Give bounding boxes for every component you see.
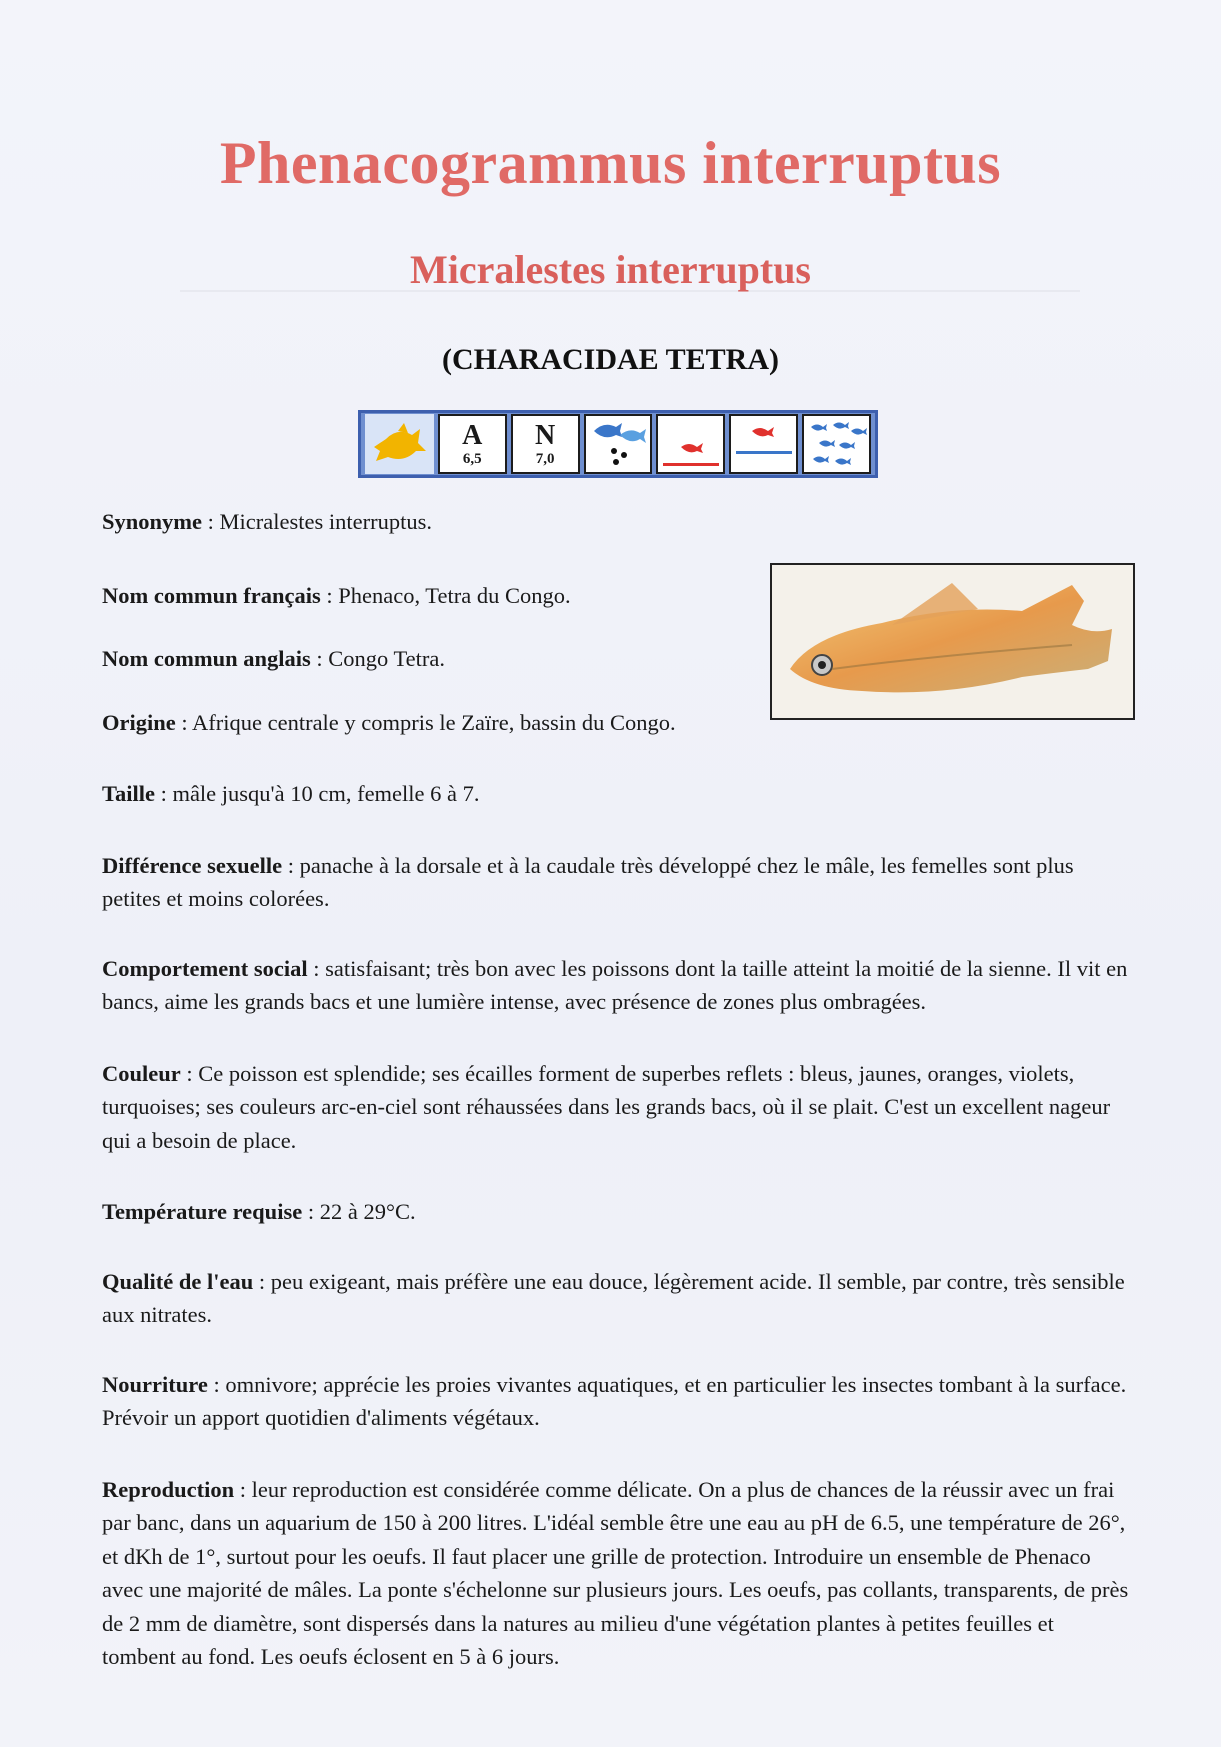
- bottom-zone-icon: [656, 414, 725, 474]
- section-label: Origine: [102, 709, 176, 735]
- ph-letter: N: [535, 419, 556, 451]
- section-text: : Congo Tetra.: [310, 646, 446, 671]
- section-reproduction: [102, 1473, 1132, 1674]
- middle-zone-icon: [729, 414, 798, 474]
- section-text: : Ce poisson est splendide; ses écailles forment de superbes reflets : bleus, jaunes, oranges, violets, turquoises; ses couleurs arc-en-ciel sont réhaussées dans les grands bacs, où il se plait. C'est un excellent nageur qui a besoin de place.: [102, 1060, 1111, 1153]
- section-text: : 22 à 29°C.: [302, 1199, 416, 1224]
- section-label: Comportement social: [102, 955, 308, 981]
- section-label: Reproduction: [102, 1476, 235, 1502]
- species-description: [102, 505, 1132, 1712]
- section-label: Nom commun français: [102, 582, 321, 608]
- section-text: : omnivore; apprécie les proies vivantes aquatiques, et en particulier les insectes tombant à la surface. Prévoir un apport quotidien d'aliments végétaux.: [102, 1371, 1127, 1430]
- section-label: Qualité de l'eau: [102, 1268, 254, 1294]
- section-temperature-requise: [102, 1195, 1132, 1229]
- hardness-icon: [438, 414, 507, 474]
- hardness-value: 6,5: [462, 450, 482, 467]
- section-synonyme: [102, 505, 762, 539]
- family-label: (CHARACIDAE TETRA): [442, 343, 779, 376]
- section-origine: [102, 706, 762, 740]
- section-nom-commun-francais: [102, 579, 762, 613]
- section-label: Synonyme: [102, 509, 203, 534]
- section-comportement-social: [102, 952, 1132, 1019]
- section-text: : satisfaisant; très bon avec les poissons dont la taille atteint la moitié de la sienne. Il vit en bancs, aime les grands bacs et une lumière intense, avec présence de zones plus ombragées.: [102, 955, 1128, 1014]
- section-taille: [102, 777, 1132, 811]
- section-text: : panache à la dorsale et à la caudale très développé chez le mâle, les femelles sont plus petites et moins colorées.: [102, 852, 1074, 911]
- section-text: : mâle jusqu'à 10 cm, femelle 6 à 7.: [154, 781, 480, 806]
- fish-silhouette-icon: [365, 414, 434, 474]
- hardness-letter: A: [462, 419, 483, 451]
- section-nom-commun-anglais: [102, 642, 762, 676]
- section-label: Température requise: [102, 1199, 303, 1224]
- ph-icon: [511, 414, 580, 474]
- section-text: : leur reproduction est considérée comme délicate. On a plus de chances de la réussir avec un frai par banc, dans un aquarium de 150 à 200 litres. L'idéal semble être une eau au pH de 6.5, une température de 26°, et dKh de 1°, surtout pour les oeufs. Il faut placer une grille de protection. Introduire un ensemble de Phenaco avec une majorité de mâles. La ponte s'échelonne sur plusieurs jours. Les oeufs, pas collants, transparents, de près de 2 mm de diamètre, sont dispersés dans la natures au milieu d'une végétation plantes à petites feuilles et tombent au fond. Les oeufs éclosent en 5 à 6 jours.: [102, 1476, 1129, 1669]
- section-label: Nom commun anglais: [102, 646, 311, 671]
- page-subtitle: Micralestes interruptus: [409, 247, 811, 292]
- section-label: Couleur: [102, 1060, 181, 1086]
- section-text: : Afrique centrale y compris le Zaïre, bassin du Congo.: [175, 709, 676, 735]
- community-fish-icon: [584, 414, 653, 474]
- section-label: Différence sexuelle: [102, 852, 283, 878]
- section-text: : Phenaco, Tetra du Congo.: [320, 582, 571, 608]
- section-text: : peu exigeant, mais préfère une eau douce, légèrement acide. Il semble, par contre, très sensible aux nitrates.: [102, 1268, 1125, 1327]
- school-fish-icon: [802, 414, 871, 474]
- page-title: Phenacogrammus interruptus: [219, 130, 1002, 196]
- section-label: Nourriture: [102, 1371, 208, 1397]
- section-couleur: [102, 1057, 1132, 1158]
- section-text: : Micralestes interruptus.: [202, 509, 432, 534]
- section-nourriture: [102, 1368, 1132, 1435]
- section-label: Taille: [102, 781, 155, 806]
- section-qualite-de-l-eau: [102, 1265, 1132, 1332]
- care-icons-strip: [358, 410, 878, 478]
- section-difference-sexuelle: [102, 849, 1132, 916]
- ph-value: 7,0: [535, 450, 555, 467]
